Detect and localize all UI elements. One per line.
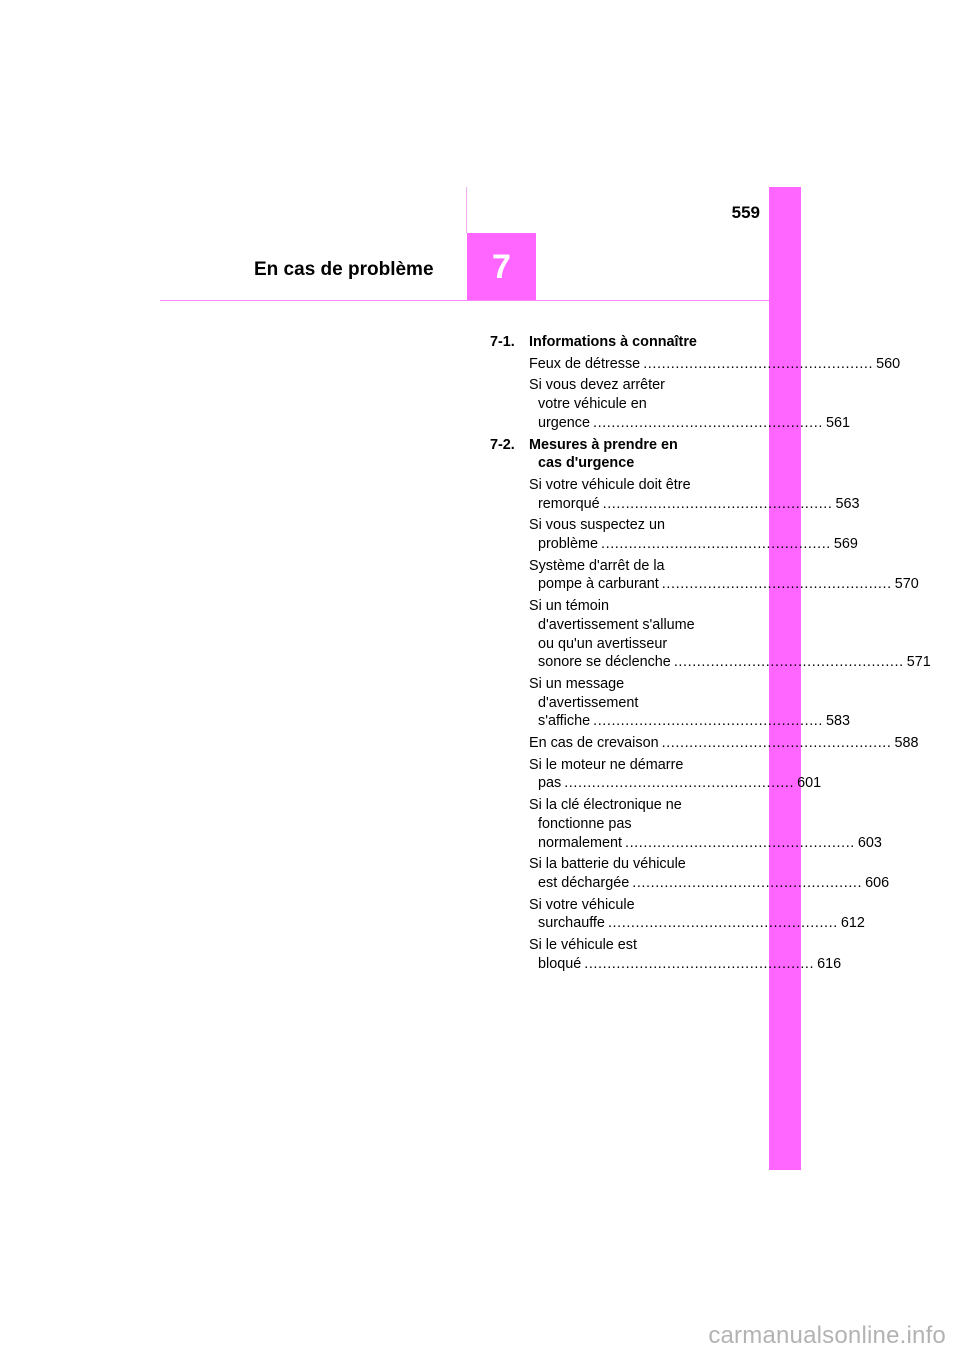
toc-entry-text: urgence (538, 414, 591, 431)
chapter-side-bar (769, 187, 801, 1170)
toc-leader-dots: .................................................. (607, 915, 838, 932)
toc-section-title (529, 333, 742, 352)
toc-entry-final-line (529, 734, 919, 753)
toc-section-number: 7-1. (490, 334, 515, 350)
toc-entry[interactable] (529, 476, 860, 513)
toc-page-number: 560 (876, 355, 901, 372)
toc-entry-final-line (529, 834, 882, 853)
toc-leader-dots: .................................................. (584, 955, 815, 972)
toc-entry-text: Feux de détresse (529, 355, 641, 372)
toc-page-number: 563 (835, 495, 860, 512)
watermark: carmanualsonline.info (708, 1322, 946, 1349)
toc-entry[interactable] (529, 734, 919, 753)
toc-entry-line: Système d'arrêt de la (529, 557, 665, 574)
header-rule (160, 300, 770, 301)
chapter-title: En cas de problème (254, 259, 434, 280)
toc-entry[interactable] (529, 355, 901, 374)
toc-section-heading[interactable] (490, 436, 742, 473)
header-divider (466, 187, 467, 233)
toc-entry-line: d'avertissement s'allume (538, 616, 695, 633)
toc-leader-dots: .................................................. (593, 713, 824, 730)
toc-leader-dots: .................................................. (624, 834, 855, 851)
table-of-contents (490, 333, 931, 977)
toc-leader-dots: .................................................. (661, 576, 892, 593)
toc-leader-dots: .................................................. (673, 654, 904, 671)
toc-entry-final-line (529, 535, 858, 554)
toc-entry-final-line (529, 774, 822, 793)
toc-entry[interactable] (529, 796, 882, 852)
toc-entry[interactable] (529, 516, 858, 553)
toc-entry-line: Si le moteur ne démarre (529, 756, 684, 773)
toc-section (490, 333, 901, 433)
toc-leader-dots: .................................................. (632, 874, 863, 891)
toc-page-number: 561 (825, 414, 850, 431)
toc-entry-line: Si votre véhicule doit être (529, 476, 691, 493)
toc-entry-final-line (529, 955, 842, 974)
toc-section (490, 436, 931, 974)
toc-leader-dots: .................................................. (601, 536, 831, 553)
toc-page-number: 569 (833, 536, 858, 553)
toc-section-heading[interactable] (490, 333, 742, 352)
toc-entry-line: fonctionne pas (538, 815, 632, 832)
toc-entry-final-line (529, 414, 850, 433)
toc-entry-line: Si la clé électronique ne (529, 797, 682, 814)
toc-entry-final-line (529, 355, 901, 374)
toc-page-number: 588 (894, 735, 919, 752)
toc-entry-line: Si vous devez arrêter (529, 377, 665, 394)
toc-page-number: 606 (865, 874, 890, 891)
toc-entry[interactable] (529, 597, 931, 672)
chapter-number-tab: 7 (467, 233, 536, 301)
toc-page-number: 601 (797, 775, 822, 792)
toc-entry-line: Si votre véhicule (529, 896, 635, 913)
toc-entry-line: Si la batterie du véhicule (529, 856, 686, 873)
toc-entry-final-line (529, 874, 890, 893)
toc-entry[interactable] (529, 855, 890, 892)
toc-entry-text: s'affiche (538, 713, 591, 730)
toc-page-number: 603 (857, 834, 882, 851)
toc-section-title-line: cas d'urgence (538, 455, 635, 472)
toc-entry-text: surchauffe (538, 915, 605, 932)
toc-page-number: 583 (826, 713, 851, 730)
toc-page-number: 571 (906, 654, 931, 671)
toc-entry[interactable] (529, 896, 865, 933)
toc-section-title (529, 436, 742, 473)
toc-entry-line: Si un témoin (529, 598, 609, 615)
toc-entry-final-line (529, 495, 860, 514)
toc-entry-line: ou qu'un avertisseur (538, 635, 668, 652)
toc-leader-dots: .................................................. (593, 414, 823, 431)
toc-entry-final-line (529, 653, 931, 672)
toc-entry-line: Si le véhicule est (529, 937, 637, 954)
toc-entry[interactable] (529, 936, 842, 973)
toc-entry-final-line (529, 575, 919, 594)
toc-leader-dots: .................................................. (602, 495, 833, 512)
toc-entry-final-line (529, 712, 851, 731)
toc-entry-line: votre véhicule en (538, 396, 647, 413)
toc-section-number: 7-2. (490, 436, 515, 453)
toc-entry-text: pas (538, 775, 562, 792)
toc-entry[interactable] (529, 376, 850, 432)
toc-entry-line: d'avertissement (538, 694, 639, 711)
toc-leader-dots: .................................................. (661, 735, 892, 752)
toc-entry[interactable] (529, 557, 919, 594)
toc-entry-text: sonore se déclenche (538, 654, 671, 671)
toc-entry-text: normalement (538, 834, 622, 851)
toc-section-title-line: Mesures à prendre en (529, 436, 678, 453)
toc-page-number: 570 (894, 576, 919, 593)
toc-entry-text: est déchargée (538, 874, 630, 891)
toc-entry-line: Si un message (529, 675, 625, 692)
toc-entry-text: pompe à carburant (538, 576, 659, 593)
toc-entry-text: remorqué (538, 495, 600, 512)
toc-entry[interactable] (529, 756, 822, 793)
toc-entry-text: En cas de crevaison (529, 735, 659, 752)
toc-page-number: 616 (817, 955, 842, 972)
page-number: 559 (731, 203, 760, 222)
toc-entry-final-line (529, 914, 865, 933)
toc-leader-dots: .................................................. (643, 355, 874, 372)
toc-entry-line: Si vous suspectez un (529, 517, 665, 534)
toc-page-number: 612 (840, 915, 865, 932)
toc-section-title-line: Informations à connaître (529, 334, 697, 350)
toc-entry[interactable] (529, 675, 851, 731)
toc-entry-text: problème (538, 536, 598, 553)
toc-entry-text: bloqué (538, 955, 582, 972)
toc-leader-dots: .................................................. (564, 775, 795, 792)
